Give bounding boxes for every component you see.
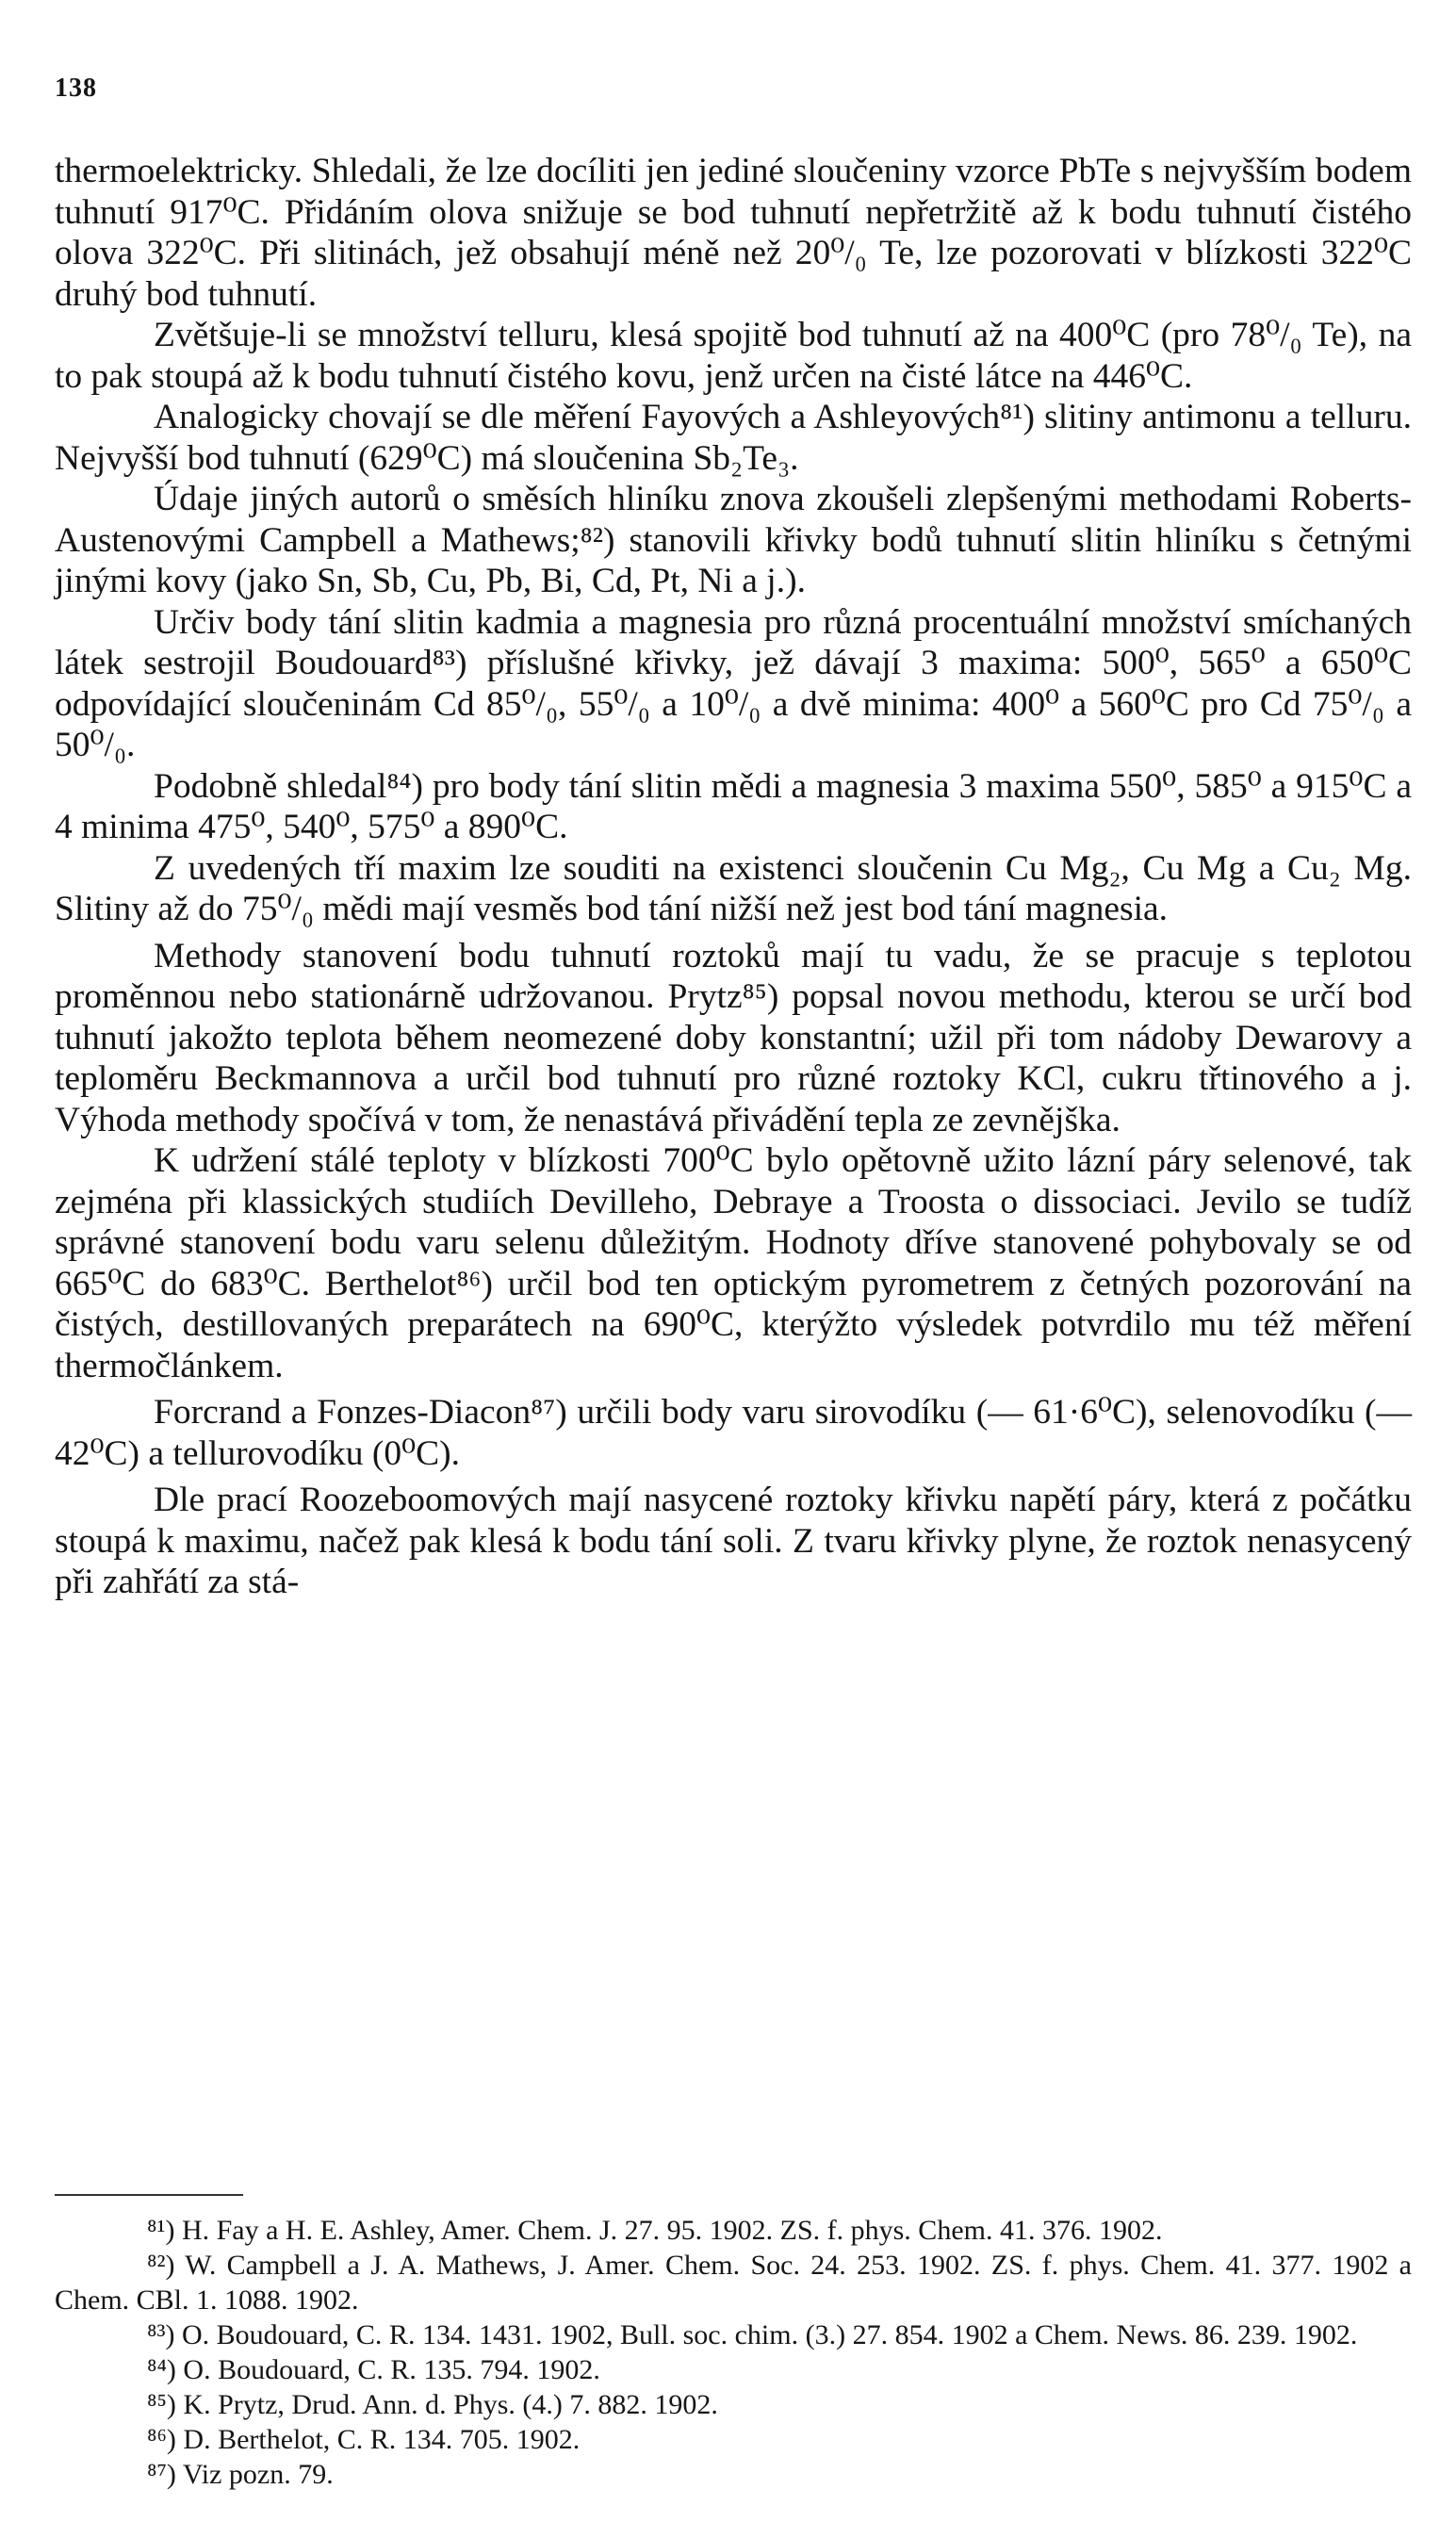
paragraph: Dle prací Roozeboomových mají nasycené roztoky křivku napětí páry, která z počátku stoupá k maximu, načež pak klesá k bodu tání soli. Z tvaru křivky plyne, že roztok nenasycený při zahřátí za stá-: [55, 1481, 1412, 1601]
paragraph: Určiv body tání slitin kadmia a magnesia pro různá procentuální množství smíchaných látek sestrojil Boudouard⁸³) příslušné křivky, jež dávají 3 maxima: 500⁰, 565⁰ a 650⁰C odpovídající sloučeninám Cd 85⁰/₀, 55⁰/₀ a 10⁰/₀ a dvě minima: 400⁰ a 560⁰C pro Cd 75⁰/₀ a 50⁰/₀.: [55, 602, 1412, 764]
paragraph: Z uvedených tří maxim lze souditi na existenci sloučenin Cu Mg₂, Cu Mg a Cu₂ Mg. Slitiny až do 75⁰/₀ mědi mají vesměs bod tání nižší než jest bod tání magnesia.: [55, 848, 1412, 928]
paragraph: Methody stanovení bodu tuhnutí roztoků mají tu vadu, že se pracuje s teplotou proměnnou nebo stationárně udržovanou. Prytz⁸⁵) popsal novou methodu, kterou se určí bod tuhnutí jakožto teplota během neomezené doby konstantní; užil při tom nádoby Dewarovy a teploměru Beckmannova a určil bod tuhnutí pro různé roztoky KCl, cukru třtinového a j. Výhoda methody spočívá v tom, že nenastává přivádění tepla ze zevnějška.: [55, 936, 1412, 1139]
footnote: ⁸⁶) D. Berthelot, C. R. 134. 705. 1902.: [147, 2424, 581, 2455]
footnote: ⁸²) W. Campbell a J. A. Mathews, J. Amer. Chem. Soc. 24. 253. 1902. ZS. f. phys. Chem. 41. 377. 1902 a Chem. CBl. 1. 1088. 1902.: [55, 2250, 1412, 2316]
footnote-divider: [55, 2194, 243, 2196]
paragraph: Údaje jiných autorů o směsích hliníku znova zkoušeli zlepšenými methodami Roberts-Austenovými Campbell a Mathews;⁸²) stanovili křivky bodů tuhnutí slitin hliníku s četnými jinými kovy (jako Sn, Sb, Cu, Pb, Bi, Cd, Pt, Ni a j.).: [55, 480, 1412, 600]
footnote: ⁸³) O. Boudouard, C. R. 134. 1431. 1902, Bull. soc. chim. (3.) 27. 854. 1902 a Chem. News. 86. 239. 1902.: [147, 2319, 1358, 2350]
page-number: 138: [55, 74, 97, 103]
body-text: [55, 151, 1412, 1603]
paragraph: Zvětšuje-li se množství telluru, klesá spojitě bod tuhnutí až na 400⁰C (pro 78⁰/₀ Te), na to pak stoupá až k bodu tuhnutí čistého kovu, jenž určen na čisté látce na 446⁰C.: [55, 316, 1412, 396]
paragraph: thermoelektricky. Shledali, že lze docíliti jen jediné sloučeniny vzorce PbTe s nejvyšším bodem tuhnutí 917⁰C. Přidáním olova snižuje se bod tuhnutí nepřetržitě až k bodu tuhnutí čistého olova 322⁰C. Při slitinách, jež obsahují méně než 20⁰/₀ Te, lze pozorovati v blízkosti 322⁰C druhý bod tuhnutí.: [55, 152, 1412, 314]
footnotes: [55, 2213, 1412, 2492]
footnote: ⁸¹) H. Fay a H. E. Ashley, Amer. Chem. J. 27. 95. 1902. ZS. f. phys. Chem. 41. 376. 1902.: [147, 2215, 1163, 2246]
paragraph: Analogicky chovají se dle měření Fayových a Ashleyových⁸¹) slitiny antimonu a telluru. Nejvyšší bod tuhnutí (629⁰C) má sloučenina Sb₂Te₃.: [55, 398, 1412, 478]
footnote: ⁸⁷) Viz pozn. 79.: [147, 2459, 334, 2490]
paragraph: Podobně shledal⁸⁴) pro body tání slitin mědi a magnesia 3 maxima 550⁰, 585⁰ a 915⁰C a 4 minima 475⁰, 540⁰, 575⁰ a 890⁰C.: [55, 766, 1412, 846]
paragraph: Forcrand a Fonzes-Diacon⁸⁷) určili body varu sirovodíku (— 61·6⁰C), selenovodíku (— 42⁰C) a tellurovodíku (0⁰C).: [55, 1393, 1412, 1473]
footnote: ⁸⁴) O. Boudouard, C. R. 135. 794. 1902.: [147, 2354, 600, 2385]
footnote: ⁸⁵) K. Prytz, Drud. Ann. d. Phys. (4.) 7. 882. 1902.: [147, 2389, 718, 2420]
paragraph: K udržení stálé teploty v blízkosti 700⁰C bylo opětovně užito lázní páry selenové, tak zejména při klassických studiích Devilleho, Debraye a Troosta o dissociaci. Jevilo se tudíž správné stanovení bodu varu selenu důležitým. Hodnoty dříve stanovené pohybovaly se od 665⁰C do 683⁰C. Berthelot⁸⁶) určil bod ten optickým pyrometrem z četných pozorování na čistých, destillovaných preparátech na 690⁰C, kterýžto výsledek potvrdilo mu též měření thermočlánkem.: [55, 1141, 1412, 1385]
